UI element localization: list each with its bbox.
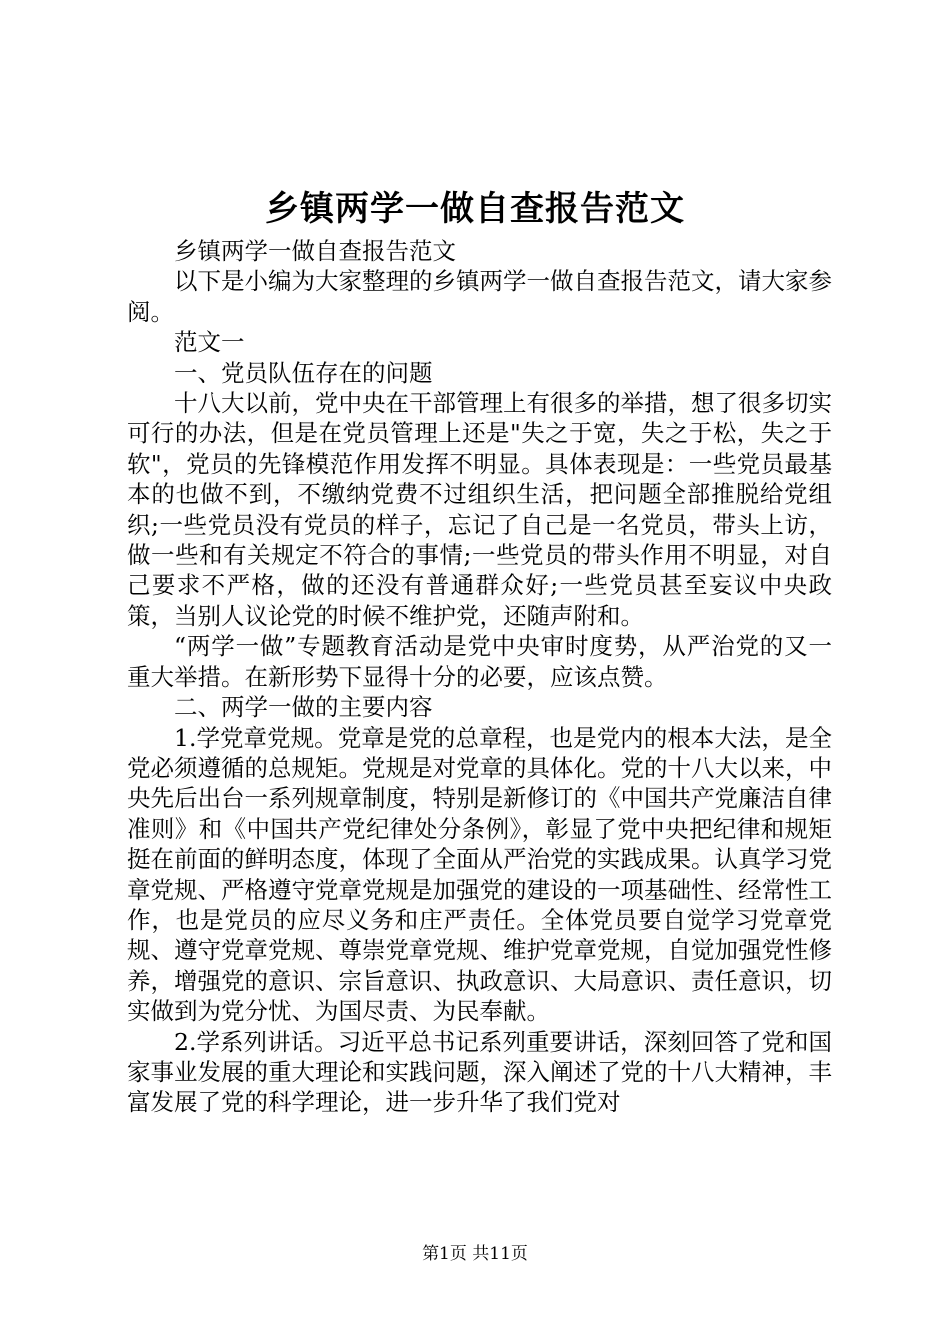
paragraph: “两学一做”专题教育活动是党中央审时度势，从严治党的又一重大举措。在新形势下显得十分的必要，应该点赞。 [127,632,832,691]
section-heading: 二、两学一做的主要内容 [174,693,433,722]
paragraph: 以下是小编为大家整理的乡镇两学一做自查报告范文，请大家参阅。 [127,267,832,326]
paragraph: 十八大以前，党中央在干部管理上有很多的举措，想了很多切实可行的办法，但是在党员管理上还是"失之于宽，失之于松，失之于软"，党员的先锋模范作用发挥不明显。具体表现是：一些党员最基本的也做不到，不缴纳党费不过组织生活，把问题全部推脱给党组织;一些党员没有党员的样子，忘记了自己是一名党员，带头上访，做一些和有关规定不符合的事情;一些党员的带头作用不明显，对自己要求不严格，做的还没有普通群众好;一些党员甚至妄议中央政策，当别人议论党的时候不维护党，还随声附和。 [127,389,832,630]
paragraph: 2.学系列讲话。习近平总书记系列重要讲话，深刻回答了党和国家事业发展的重大理论和实践问题，深入阐述了党的十八大精神，丰富发展了党的科学理论，进一步升华了我们党对 [127,1027,832,1117]
paragraph: 范文一 [174,328,245,357]
page-footer: 第1页 共11页 [422,1244,528,1264]
section-heading: 一、党员队伍存在的问题 [174,358,433,387]
document-body [127,236,832,1118]
document-title: 乡镇两学一做自查报告范文 [265,189,685,229]
paragraph: 乡镇两学一做自查报告范文 [174,237,456,265]
paragraph: 1.学党章党规。党章是党的总章程，也是党内的根本大法，是全党必须遵循的总规矩。党规是对党章的具体化。党的十八大以来，中央先后出台一系列规章制度，特别是新修订的《中国共产党廉洁自律准则》和《中国共产党纪律处分条例》，彰显了党中央把纪律和规矩挺在前面的鲜明态度，体现了全面从严治党的实践成果。认真学习党章党规、严格遵守党章党规是加强党的建设的一项基础性、经常性工作，也是党员的应尽义务和庄严责任。全体党员要自觉学习党章党规、遵守党章党规、尊崇党章党规、维护党章党规，自觉加强党性修养，增强党的意识、宗旨意识、执政意识、大局意识、责任意识，切实做到为党分忧、为国尽责、为民奉献。 [127,723,832,1026]
